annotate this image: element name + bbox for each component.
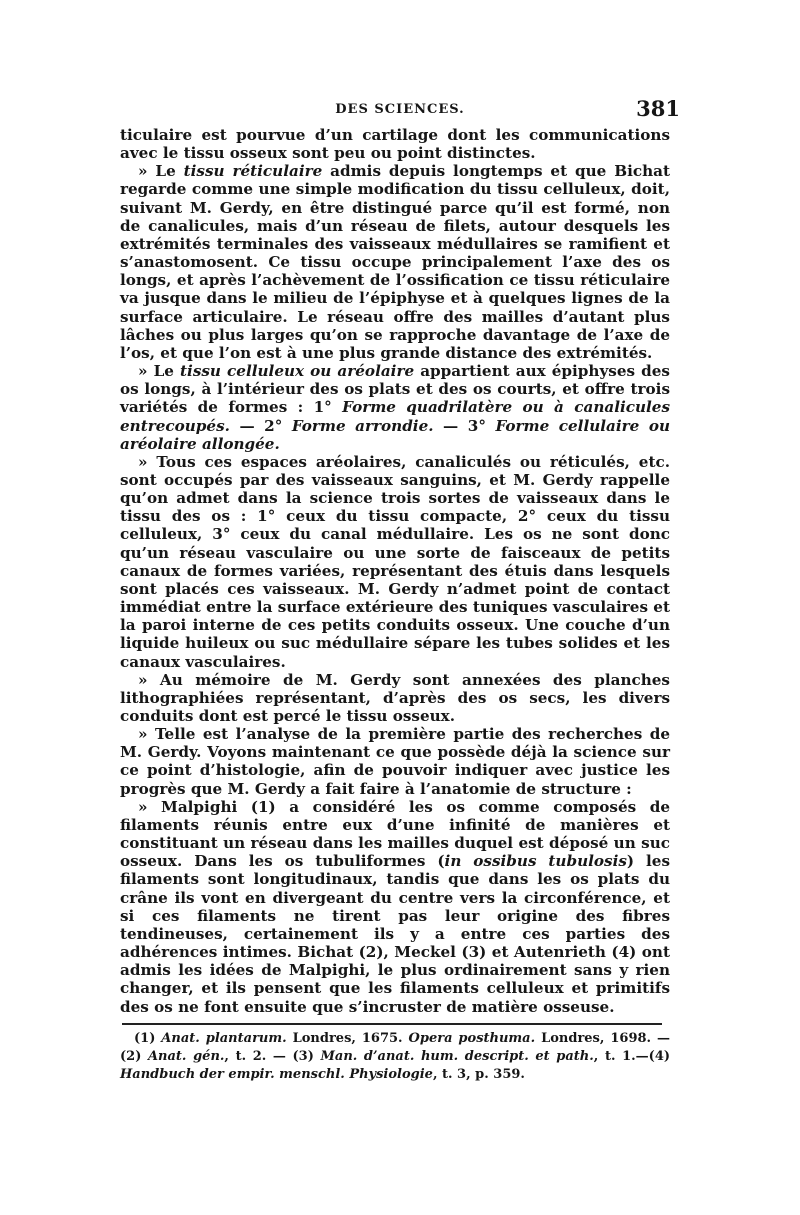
text-run: ticulaire est pourvue d’un cartilage dont les communications avec le tissu osseux sont peu ou point distinctes. — [120, 126, 670, 163]
running-title: DES SCIENCES. — [335, 102, 465, 117]
text-run: » Le — [138, 362, 181, 381]
italic-text: Opera posthuma. — [408, 1031, 536, 1046]
italic-text: Forme cellulaire ou aréolaire allongée. — [120, 416, 670, 453]
page-number: 381 — [636, 96, 680, 121]
paragraph — [120, 453, 670, 671]
italic-text: in ossibus tubulosis — [444, 852, 627, 871]
text-run: , t. 1.—(4) — [593, 1049, 671, 1064]
paragraph — [120, 126, 670, 162]
footnotes — [120, 1030, 670, 1084]
text-run: (1) — [134, 1031, 162, 1046]
italic-text: Anat. plantarum. — [161, 1031, 287, 1046]
text-run: — 2° — [229, 416, 292, 435]
text-run: ) les filaments sont longitudinaux, tandis que dans les os plats du crâne ils vont en divergeant du centre vers la circonférence, et si ces filaments ne tirent pas leur origine des fibres tendineuses, certainement ils y a entre ces parties des adhérences intimes. Bichat (2), Meckel (3) et Autenrieth (4) ont admis les idées de Malpighi, le plus ordinairement sans y rien changer, et ils pensent que les filaments celluleux et primitifs des os ne font ensuite que s’incruster de matière osseuse. — [120, 852, 670, 1016]
italic-text: Anat. gén. — [147, 1049, 225, 1064]
italic-text: Handbuch der empir. menschl. Physiologie — [120, 1067, 433, 1082]
body-text — [120, 126, 670, 1016]
italic-text: Forme quadrilatère ou à canalicules entrecoupés. — [120, 398, 671, 435]
text-run: » Tous ces espaces aréolaires, canaliculés ou réticulés, etc. sont occupés par des vaisseaux sanguins, et M. Gerdy rappelle qu’on admet dans la science trois sortes de vaisseaux dans le tissu des os : 1° ceux du tissu compacte, 2° ceux du tissu celluleux, 3° ceux du canal médullaire. Les os ne sont donc qu’un réseau vasculaire ou une sorte de faisceaux de petits canaux de formes variées, représentant des étuis dans lesquels sont placés ces vaisseaux. M. Gerdy n’admet point de contact immédiat entre la surface extérieure des tuniques vasculaires et la paroi interne de ces petits conduits osseux. Une couche d’un liquide huileux ou suc médullaire sépare les tubes solides et les canaux vasculaires. — [120, 452, 670, 671]
text-run: Londres, 1698. — (2) — [120, 1031, 671, 1064]
footnote-rule — [122, 1023, 662, 1025]
text-run: appartient aux épiphyses des os longs, à l’intérieur des os plats et des os courts, et offre trois variétés de formes : 1° — [120, 362, 670, 417]
text-run: Londres, 1675. — [286, 1031, 409, 1046]
text-run: » Malpighi (1) a considéré les os comme composés de filaments réunis entre eux d’une infinité de manières et constituant un réseau dans les mailles duquel est déposé un suc osseux. Dans les os tubuliformes ( — [120, 797, 670, 871]
text-run: , t. 3, p. 359. — [432, 1067, 525, 1082]
text-run: , t. 2. — (3) — [224, 1049, 321, 1064]
running-head — [120, 96, 680, 126]
paragraph — [120, 798, 670, 1016]
text-run: admis depuis longtemps et que Bichat regarde comme une simple modification du tissu celluleux, doit, suivant M. Gerdy, en être distingué parce qu’il est formé, non de canalicules, mais d’un réseau de filets, autour desquels les extrémités terminales des vaisseaux médullaires se ramifient et s’anastomosent. Ce tissu occupe principalement l’axe des os longs, et après l’achèvement de l’ossification ce tissu réticulaire va jusque dans le milieu de l’épiphyse et à quelques lignes de la surface articulaire. Le réseau offre des mailles d’autant plus lâches ou plus larges qu’on se rapproche davantage de l’axe de l’os, et que l’on est à une plus grande distance des extrémités. — [120, 162, 670, 362]
paragraph — [120, 162, 670, 362]
italic-text: tissu celluleux ou aréolaire — [180, 362, 415, 381]
text-run: — 3° — [433, 416, 496, 435]
text-run: » Le — [138, 162, 184, 181]
paragraph — [120, 362, 670, 453]
italic-text: Forme arrondie. — [291, 416, 434, 435]
italic-text: Man. d’anat. hum. descript. et path. — [320, 1049, 594, 1064]
footnote — [120, 1030, 670, 1084]
text-run: » Au mémoire de M. Gerdy sont annexées des planches lithographiées représentant, d’après des os secs, les divers conduits dont est percé le tissu osseux. — [120, 670, 670, 725]
paragraph — [120, 725, 670, 798]
paragraph — [120, 671, 670, 725]
text-run: » Telle est l’analyse de la première partie des recherches de M. Gerdy. Voyons maintenant ce que possède déjà la science sur ce point d’histologie, afin de pouvoir indiquer avec justice les progrès que M. Gerdy a fait faire à l’anatomie de structure : — [120, 725, 670, 798]
italic-text: tissu réticulaire — [183, 162, 323, 181]
